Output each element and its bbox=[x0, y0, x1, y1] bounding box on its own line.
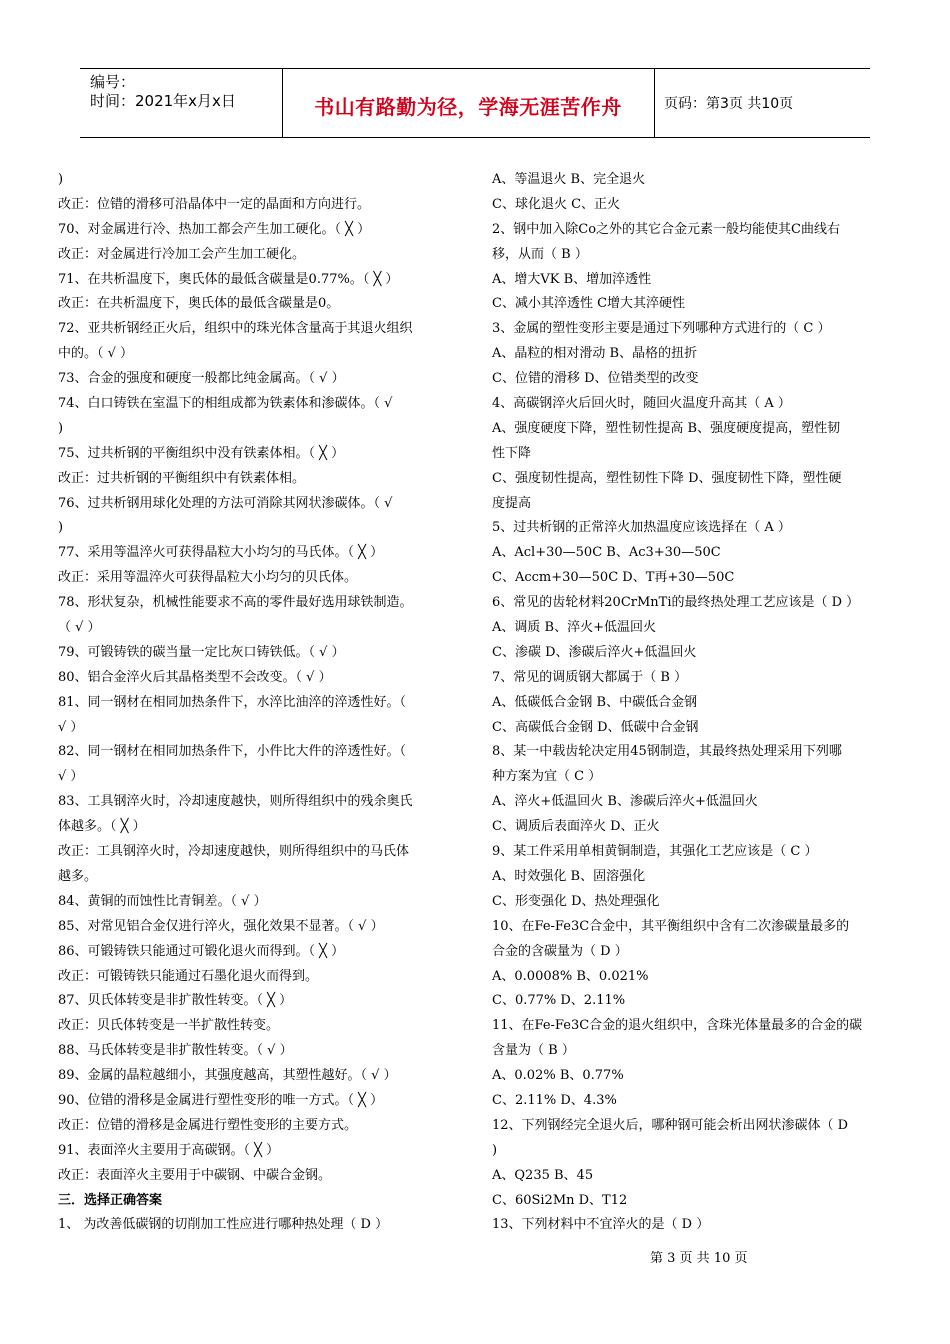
text-line: C、球化退火 C、正火 bbox=[492, 196, 621, 212]
right-column bbox=[492, 168, 894, 1238]
text-line: 10、在Fe-Fe3C合金中，其平衡组织中含有二次渗碳量最多的 bbox=[492, 918, 850, 934]
text-line: 70、对金属进行冷、热加工都会产生加工硬化。（ ╳ ） bbox=[58, 221, 371, 237]
text-line: 77、采用等温淬火可获得晶粒大小均匀的马氏体。（ ╳ ） bbox=[58, 545, 384, 561]
header-meta bbox=[90, 73, 236, 111]
text-line: 86、可锻铸铁只能通过可锻化退火而得到。（ ╳ ） bbox=[58, 943, 345, 959]
text-line: 88、马氏体转变是非扩散性转变。（ √ ） bbox=[58, 1043, 293, 1059]
text-line: 移，从而（ B ） bbox=[492, 246, 588, 262]
text-line: 13、下列材料中不宜淬火的是（ D ） bbox=[492, 1217, 710, 1233]
left-column bbox=[58, 168, 460, 1238]
text-line: 性下降 bbox=[492, 445, 532, 461]
text-line: 7、常见的调质钢大都属于（ B ） bbox=[492, 669, 688, 685]
text-line: 80、铝合金淬火后其晶格类型不会改变。（ √ ） bbox=[58, 669, 332, 685]
document-time-label: 时间：2021年x月x日 bbox=[90, 92, 236, 110]
text-line: √ ） bbox=[58, 719, 84, 735]
text-line: √ ） bbox=[58, 769, 84, 785]
text-line: C、调质后表面淬火 D、正火 bbox=[492, 819, 660, 835]
header-divider bbox=[654, 69, 655, 137]
text-line: 8、某一中载齿轮决定用45钢制造，其最终热处理采用下列哪 bbox=[492, 744, 842, 760]
text-line: ) bbox=[492, 1142, 498, 1158]
page-footer: 第 3 页 共 10 页 bbox=[650, 1251, 748, 1266]
text-line: 改正：表面淬火主要用于中碳钢、中碳合金钢。 bbox=[58, 1167, 332, 1183]
text-line: 12、下列钢经完全退火后，哪种钢可能会析出网状渗碳体（ D bbox=[492, 1117, 849, 1133]
text-line: 改正：位错的滑移是金属进行塑性变形的主要方式。 bbox=[58, 1117, 358, 1133]
text-line: C、高碳低合金钢 D、低碳中合金钢 bbox=[492, 719, 699, 735]
text-line: ) bbox=[58, 420, 64, 436]
text-line: 5、过共析钢的正常淬火加热温度应该选择在（ A ） bbox=[492, 520, 791, 536]
text-line: 4、高碳钢淬火后回火时，随回火温度升高其（ A ） bbox=[492, 396, 791, 412]
text-line: （ √ ） bbox=[58, 620, 101, 636]
text-line: 89、金属的晶粒越细小，其强度越高，其塑性越好。（ √ ） bbox=[58, 1068, 397, 1084]
text-line: A、淬火+低温回火 B、渗碳后淬火+低温回火 bbox=[492, 794, 758, 810]
text-line: 75、过共析钢的平衡组织中没有铁素体相。（ ╳ ） bbox=[58, 445, 345, 461]
text-line: C、60Si2Mn D、T12 bbox=[492, 1192, 628, 1208]
text-line: 6、常见的齿轮材料20CrMnTi的最终热处理工艺应该是（ D ） bbox=[492, 595, 860, 611]
text-line: 73、合金的强度和硬度一般都比纯金属高。（ √ ） bbox=[58, 371, 345, 387]
text-line: 改正：过共析钢的平衡组织中有铁素体相。 bbox=[58, 470, 306, 486]
text-line: A、0.0008% B、0.021% bbox=[492, 968, 649, 984]
text-line: 改正：位错的滑移可沿晶体中一定的晶面和方向进行。 bbox=[58, 196, 371, 212]
document-number-label: 编号： bbox=[90, 73, 136, 91]
text-line: 81、同一钢材在相同加热条件下，水淬比油淬的淬透性好。（ bbox=[58, 694, 407, 710]
text-line: 90、位错的滑移是金属进行塑性变形的唯一方式。（ ╳ ） bbox=[58, 1092, 384, 1108]
text-line: C、位错的滑移 D、位错类型的改变 bbox=[492, 371, 699, 387]
text-line: 79、可锻铸铁的碳当量一定比灰口铸铁低。（ √ ） bbox=[58, 644, 345, 660]
text-line: C、0.77% D、2.11% bbox=[492, 993, 626, 1009]
text-line: 91、表面淬火主要用于高碳钢。（ ╳ ） bbox=[58, 1142, 280, 1158]
page-header bbox=[80, 68, 870, 138]
text-line: A、晶粒的相对滑动 B、晶格的扭折 bbox=[492, 346, 698, 362]
text-line: C、渗碳 D、渗碳后淬火+低温回火 bbox=[492, 644, 697, 660]
text-line: 三．选择正确答案 bbox=[58, 1192, 163, 1208]
text-line: A、0.02% B、0.77% bbox=[492, 1068, 624, 1084]
text-line: C、Accm+30—50C D、T再+30—50C bbox=[492, 570, 735, 586]
text-line: 85、对常见铝合金仅进行淬火，强化效果不显著。（ √ ） bbox=[58, 918, 384, 934]
text-line: 度提高 bbox=[492, 495, 532, 511]
text-line: ) bbox=[58, 520, 64, 536]
text-line: 改正：工具钢淬火时，冷却速度越快，则所得组织中的马氏体 bbox=[58, 844, 410, 860]
text-line: 72、亚共析钢经正火后，组织中的珠光体含量高于其退火组织 bbox=[58, 321, 413, 337]
text-line: C、强度韧性提高，塑性韧性下降 D、强度韧性下降，塑性硬 bbox=[492, 470, 842, 486]
text-line: 84、黄铜的而蚀性比青铜差。（ √ ） bbox=[58, 893, 267, 909]
text-line: C、2.11% D、4.3% bbox=[492, 1092, 617, 1108]
text-line: 体越多。（ ╳ ） bbox=[58, 819, 146, 835]
text-line: C、减小其淬透性 C增大其淬硬性 bbox=[492, 296, 686, 312]
text-line: 改正：采用等温淬火可获得晶粒大小均匀的贝氏体。 bbox=[58, 570, 358, 586]
text-line: 82、同一钢材在相同加热条件下，小件比大件的淬透性好。（ bbox=[58, 744, 407, 760]
text-line: A、调质 B、淬火+低温回火 bbox=[492, 620, 656, 636]
text-line: 越多。 bbox=[58, 868, 98, 884]
text-line: 9、某工件采用单相黄铜制造，其强化工艺应该是（ C ） bbox=[492, 844, 818, 860]
text-line: A、增大VK B、增加淬透性 bbox=[492, 271, 652, 287]
text-line: 3、金属的塑性变形主要是通过下列哪种方式进行的（ C ） bbox=[492, 321, 831, 337]
text-line: 改正：可锻铸铁只能通过石墨化退火而得到。 bbox=[58, 968, 319, 984]
text-line: 71、在共析温度下，奥氏体的最低含碳量是0.77%。（ ╳ ） bbox=[58, 271, 399, 287]
text-line: 2、钢中加入除Co之外的其它合金元素一般均能使其C曲线右 bbox=[492, 221, 840, 237]
text-line: 83、工具钢淬火时，冷却速度越快，则所得组织中的残余奥氏 bbox=[58, 794, 413, 810]
text-line: 种方案为宜（ C ） bbox=[492, 769, 602, 785]
text-line: 76、过共析钢用球化处理的方法可消除其网状渗碳体。（ √ bbox=[58, 495, 393, 511]
text-line: A、等温退火 B、完全退火 bbox=[492, 172, 646, 187]
text-line: ) bbox=[58, 172, 64, 187]
text-line: A、时效强化 B、固溶强化 bbox=[492, 868, 646, 884]
text-line: A、Acl+30—50C B、Ac3+30—50C bbox=[492, 545, 721, 561]
text-line: 78、形状复杂，机械性能要求不高的零件最好选用球铁制造。 bbox=[58, 595, 413, 611]
header-page-number: 页码：第3页 共10页 bbox=[664, 96, 794, 112]
text-line: A、低碳低合金钢 B、中碳低合金钢 bbox=[492, 694, 698, 710]
text-line: 改正：对金属进行冷加工会产生加工硬化。 bbox=[58, 246, 306, 262]
text-line: C、形变强化 D、热处理强化 bbox=[492, 893, 660, 909]
text-line: 中的。（ √ ） bbox=[58, 346, 134, 362]
text-line: 74、白口铸铁在室温下的相组成都为铁素体和渗碳体。（ √ bbox=[58, 396, 393, 412]
text-line: A、强度硬度下降，塑性韧性提高 B、强度硬度提高，塑性韧 bbox=[492, 420, 841, 436]
text-line: A、Q235 B、45 bbox=[492, 1167, 594, 1183]
text-line: 改正：在共析温度下，奥氏体的最低含碳量是0。 bbox=[58, 296, 340, 312]
text-line: 1、 为改善低碳钢的切削加工性应进行哪种热处理（ D ） bbox=[58, 1217, 389, 1233]
text-line: 11、在Fe-Fe3C合金的退火组织中，含珠光体量最多的合金的碳 bbox=[492, 1018, 863, 1034]
text-line: 改正：贝氏体转变是一半扩散性转变。 bbox=[58, 1018, 280, 1034]
text-line: 合金的含碳量为（ D ） bbox=[492, 943, 628, 959]
header-motto: 书山有路勤为径，学海无涯苦作舟 bbox=[314, 95, 622, 119]
text-line: 87、贝氏体转变是非扩散性转变。（ ╳ ） bbox=[58, 993, 293, 1009]
text-line: 含量为（ B ） bbox=[492, 1043, 575, 1059]
